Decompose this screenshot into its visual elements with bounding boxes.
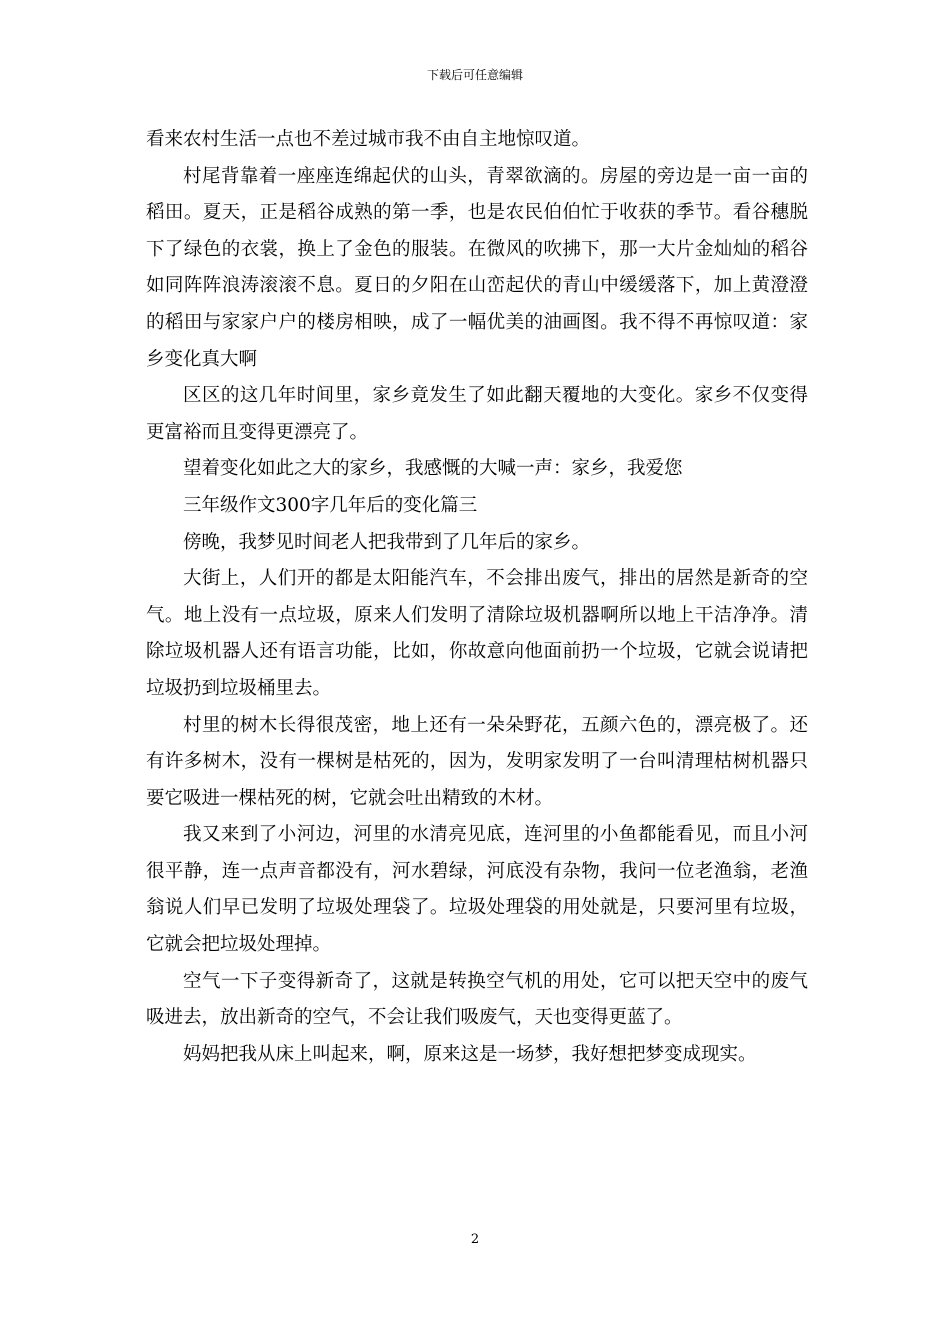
paragraph: 看来农村生活一点也不差过城市我不由自主地惊叹道。 [146,129,591,150]
document-body [146,122,808,1073]
paragraph: 我又来到了小河边，河里的水清亮见底，连河里的小鱼都能看见，而且小河很平静，连一点声音都没有，河水碧绿，河底没有杂物，我问一位老渔翁，老渔翁说人们早已发明了垃圾处理袋了。垃圾处理袋的用处就是，只要河里有垃圾，它就会把垃圾处理掉。 [146,824,808,956]
paragraph: 村里的树木长得很茂密，地上还有一朵朵野花，五颜六色的，漂亮极了。还有许多树木，没有一棵树是枯死的，因为，发明家发明了一台叫清理枯树机器只要它吸进一棵枯死的树，它就会吐出精致的木材。 [146,714,808,809]
paragraph: 望着变化如此之大的家乡，我感慨的大喊一声：家乡，我爱您 [183,458,683,480]
page-header: 下载后可任意编辑 [426,68,523,82]
paragraph: 傍晚，我梦见时间老人把我带到了几年后的家乡。 [183,531,591,553]
page-number: 2 [470,1232,480,1247]
section-heading: 三年级作文300字几年后的变化篇三 [183,494,478,516]
paragraph: 大街上，人们开的都是太阳能汽车，不会排出废气，排出的居然是新奇的空气。地上没有一点垃圾，原来人们发明了清除垃圾机器啊所以地上干洁净净。清除垃圾机器人还有语言功能，比如，你故意向他面前扔一个垃圾，它就会说请把垃圾扔到垃圾桶里去。 [146,568,808,699]
paragraph: 妈妈把我从床上叫起来，啊，原来这是一场梦，我好想把梦变成现实。 [183,1043,757,1065]
paragraph: 空气一下子变得新奇了，这就是转换空气机的用处，它可以把天空中的废气吸进去，放出新奇的空气，不会让我们吸废气，天也变得更蓝了。 [146,970,808,1029]
paragraph: 村尾背靠着一座座连绵起伏的山头，青翠欲滴的。房屋的旁边是一亩一亩的稻田。夏天，正是稻谷成熟的第一季，也是农民伯伯忙于收获的季节。看谷穗脱下了绿色的衣裳，换上了金色的服装。在微风的吹拂下，那一大片金灿灿的稻谷如同阵阵浪涛滚滚不息。夏日的夕阳在山峦起伏的青山中缓缓落下，加上黄澄澄的稻田与家家户户的楼房相映，成了一幅优美的油画图。我不得不再惊叹道：家乡变化真大啊 [146,165,808,370]
paragraph: 区区的这几年时间里，家乡竟发生了如此翻天覆地的大变化。家乡不仅变得更富裕而且变得更漂亮了。 [146,385,808,443]
